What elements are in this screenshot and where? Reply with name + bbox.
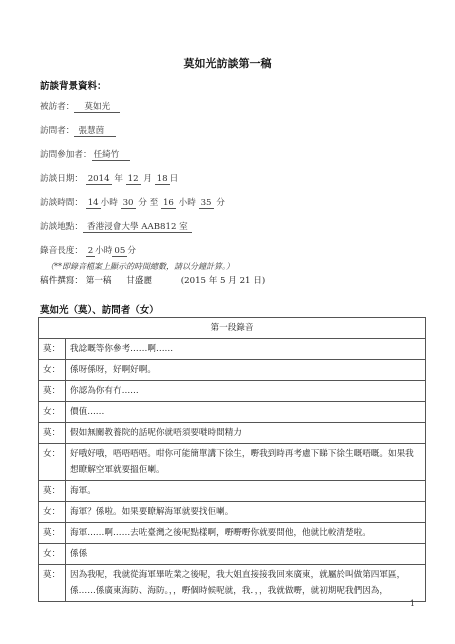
duration-note: （**即錄音檔案上顯示的時間總數，請以分鐘計算。）: [46, 262, 234, 271]
time-row: [40, 196, 225, 209]
speaker-cell: 女：: [39, 502, 66, 523]
transcript-row: [39, 360, 426, 381]
participant-row: [40, 148, 130, 161]
speaker-cell: 莫：: [39, 565, 66, 602]
interviewee-label: 被訪者：: [40, 102, 75, 112]
utterance-cell: 海軍。: [66, 481, 426, 502]
date-year-unit: 年: [114, 174, 123, 184]
date-label: 訪談日期：: [40, 174, 83, 184]
time-end-minute-unit: 分: [216, 198, 225, 208]
time-start-minute: 30: [122, 198, 134, 208]
time-end-minute: 35: [200, 198, 212, 208]
transcript-row: [39, 402, 426, 423]
transcript-row: [39, 502, 426, 523]
interviewer-row: [40, 124, 116, 137]
draft-date: (2015 年 5 月 21 日): [180, 276, 266, 286]
participant-label: 訪問參加者：: [40, 150, 92, 160]
draft-version: 第一稿: [85, 276, 112, 286]
duration-label: 錄音長度：: [40, 246, 83, 256]
page-number: 1: [409, 599, 415, 608]
draft-author: 甘盛麗: [126, 276, 153, 286]
transcript-row: [39, 544, 426, 565]
interviewee-value: 莫如光: [74, 100, 120, 113]
draft-label: 稿件撰寫：: [40, 276, 83, 286]
date-day: 18: [156, 174, 168, 184]
interviewee-row: [40, 100, 120, 113]
transcript-row: [39, 381, 426, 402]
date-day-unit: 日: [169, 174, 179, 184]
transcript-section-row: [39, 318, 426, 339]
transcript-row: [39, 481, 426, 502]
time-start-hour: 14: [87, 198, 99, 208]
background-heading: 訪談背景資料：: [40, 81, 107, 92]
duration-hours: 2: [87, 246, 94, 256]
speaker-cell: 莫：: [39, 339, 66, 360]
transcript-table: [38, 317, 426, 602]
utterance-cell: 我諗嘅等你參考……啊……: [66, 339, 426, 360]
utterance-cell: 係係: [66, 544, 426, 565]
speaker-cell: 莫：: [39, 481, 66, 502]
speaker-cell: 女：: [39, 402, 66, 423]
place-row: [40, 220, 192, 233]
speaker-cell: 莫：: [39, 381, 66, 402]
transcript-row: [39, 523, 426, 544]
date-year: 2014: [87, 174, 110, 184]
transcript-row: [39, 423, 426, 444]
duration-hours-unit: 小時: [95, 246, 113, 256]
date-month-unit: 月: [143, 174, 152, 184]
utterance-cell: 因為我呢，我就從海軍畢咗業之後呢，我大姐直接接我回來廣東，就屬於叫做第四軍區，係……係廣東海防、海防。，，嘢個時候呢就，我．，，我就做嘢，就初期呢我們因為，: [66, 565, 426, 602]
speaker-cell: 莫：: [39, 423, 66, 444]
draft-row: [40, 274, 273, 286]
duration-minutes-unit: 分: [127, 246, 136, 256]
speaker-cell: 女：: [39, 360, 66, 381]
utterance-cell: 價值……: [66, 402, 426, 423]
transcript-section-title: 第一段錄音: [39, 318, 426, 339]
utterance-cell: 好哦好哦，唔唔唔唔。咁你可能簡單講下徐生，嘢我到時再考慮下睇下徐生嘅唔嘅。如果我想瞭解空軍就要搵佢喇。: [66, 444, 426, 481]
time-start-hour-unit: 小時: [100, 198, 118, 208]
speakers-heading: 莫如光（莫）、訪問者（女）: [40, 305, 159, 316]
time-label: 訪談時間：: [40, 198, 83, 208]
time-start-minute-unit: 分: [138, 198, 147, 208]
utterance-cell: 你認為你有冇……: [66, 381, 426, 402]
speaker-cell: 女：: [39, 544, 66, 565]
duration-minutes: 05: [114, 246, 126, 256]
transcript-row: [39, 339, 426, 360]
transcript-row: [39, 565, 426, 602]
interviewer-label: 訪問者：: [40, 126, 75, 136]
time-end-hour-unit: 小時: [178, 198, 196, 208]
document-title: 莫如光訪談第一稿: [183, 57, 272, 70]
utterance-cell: 海軍……啊……去咗臺灣之後呢點樣啊，嘢嘢嘢你就要問他，他就比較清楚啦。: [66, 523, 426, 544]
utterance-cell: 假如無關教養院的話呢你就唔須要嘥時間精力: [66, 423, 426, 444]
interviewer-value: 張慧茵: [74, 124, 116, 137]
duration-row: [40, 244, 136, 257]
utterance-cell: 係呀係呀，好啊好啊。: [66, 360, 426, 381]
date-row: [40, 172, 178, 185]
place-value: 香港浸會大學 AAB812 室: [83, 220, 192, 233]
speaker-cell: 莫：: [39, 523, 66, 544]
transcript-row: [39, 444, 426, 481]
place-label: 訪談地點：: [40, 222, 83, 232]
time-to: 至: [149, 198, 159, 208]
utterance-cell: 海軍？係啦。如果要瞭解海軍就要找佢喇。: [66, 502, 426, 523]
time-end-hour: 16: [162, 198, 174, 208]
participant-value: 任綺竹: [92, 148, 130, 161]
speaker-cell: 女：: [39, 444, 66, 481]
date-month: 12: [127, 174, 139, 184]
